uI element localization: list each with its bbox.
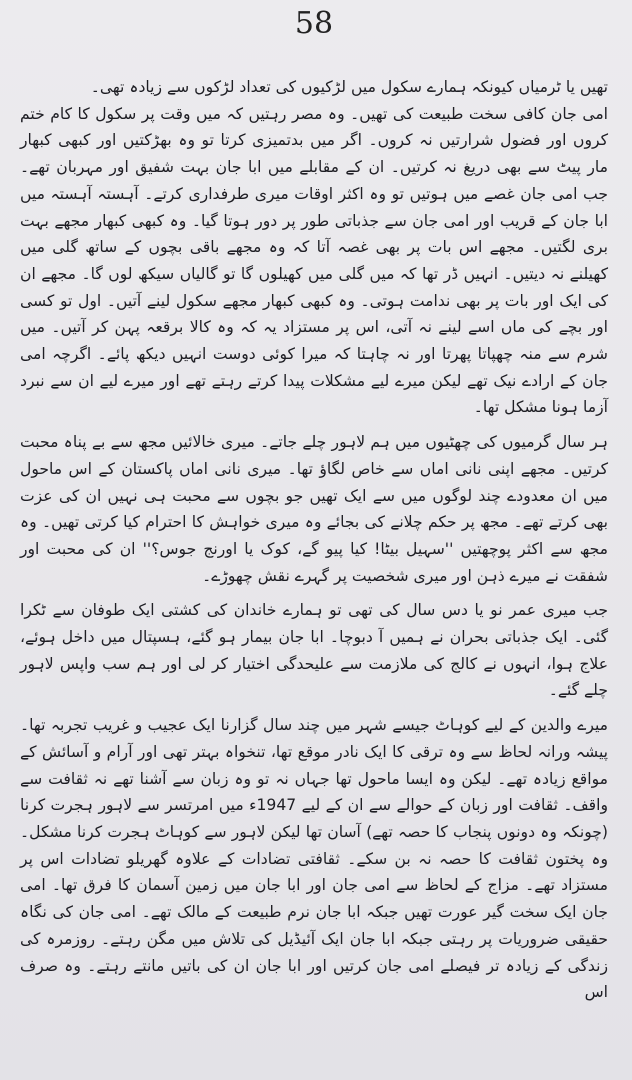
paragraph-3: ہر سال گرمیوں کی چھٹیوں میں ہم لاہور چلے جاتے۔ میری خالائیں مجھ سے بے پناہ محبت کرتیں۔ مجھے اپنی نانی اماں سے خاص لگاؤ تھا۔ میری نانی اماں پاکستان کے اس ماحول میں ان معدودے چند لوگوں میں سے ایک تھیں جو بچوں سے محبت ہی نہیں ان کی عزت بھی کرتے تھے۔ مجھ پر حکم چلانے کی بجائے وہ میری خواہش کا احترام کیا کرتی تھیں۔ وہ مجھ سے اکثر پوچھتیں ''سہیل بیٹا! کیا پیو گے، کوک یا اورنج جوس؟'' ان کی محبت اور شفقت نے میرے ذہن اور میری شخصیت پر گہرے نقش چھوڑے۔ xyxy=(20,433,608,585)
page-body xyxy=(20,74,608,1006)
paragraph-1: تھیں یا ٹرمیاں کیونکہ ہمارے سکول میں لڑکیوں کی تعداد لڑکوں سے زیادہ تھی۔ xyxy=(90,78,608,96)
paragraph-4: جب میری عمر نو یا دس سال کی تھی تو ہمارے خاندان کی کشتی ایک طوفان سے ٹکرا گئی۔ ایک جذباتی بحران نے ہمیں آ دبوچا۔ ابا جان بیمار ہو گئے، ہسپتال میں داخل ہوئے، علاج ہوا، انہوں نے کالج کی ملازمت سے علیحدگی اختیار کر لی اور ہم سب واپس لاہور چلے گئے۔ xyxy=(20,601,608,700)
paragraph-2: امی جان کافی سخت طبیعت کی تھیں۔ وہ مصر رہتیں کہ میں وقت پر سکول کا کام ختم کروں اور فضول شرارتیں نہ کروں۔ اگر میں بدتمیزی کرتا تو وہ بھڑکتیں اور کبھی کبھار مار پیٹ سے بھی دریغ نہ کرتیں۔ ان کے مقابلے میں ابا جان بہت شفیق اور مہربان تھے۔ جب امی جان غصے میں ہوتیں تو وہ اکثر اوقات میری طرفداری کرتے۔ آہستہ آہستہ میں ابا جان کے قریب اور امی جان سے جذباتی طور پر دور ہوتا گیا۔ وہ کبھی کبھار مجھے بہت بری لگتیں۔ مجھے اس بات پر بھی غصہ آتا کہ وہ مجھے باقی بچوں کے ساتھ گلی میں کھیلنے نہ دیتیں۔ انہیں ڈر تھا کہ میں گلی میں کھیلوں گا تو گالیاں سیکھ لوں گا۔ مجھے ان کی ایک اور بات پر بھی ندامت ہوتی۔ وہ کبھی کبھار مجھے سکول لینے آتیں۔ اول تو کسی اور بچے کی ماں اسے لینے نہ آتی، اس پر مستزاد یہ کہ وہ کالا برقعہ پہن کر آتیں۔ میں شرم سے منہ چھپاتا پھرتا اور نہ چاہتا کہ میرا کوئی دوست انہیں دیکھ پائے۔ اگرچہ امی جان کے ارادے نیک تھے لیکن میرے لیے مشکلات پیدا کرتے رہتے تھے اور میرے لیے ان سے نبرد آزما ہونا مشکل تھا۔ xyxy=(20,104,608,417)
paragraph-5: میرے والدین کے لیے کوہاٹ جیسے شہر میں چند سال گزارنا ایک عجیب و غریب تجربہ تھا۔ پیشہ ورانہ لحاظ سے وہ ترقی کا ایک نادر موقع تھا، تنخواہ بہتر تھی اور آرام و آسائش کے مواقع زیادہ تھے۔ لیکن وہ ایسا ماحول تھا جہاں نہ تو وہ زبان سے آشنا تھے نہ ثقافت سے واقف۔ ثقافت اور زبان کے حوالے سے ان کے لیے 1947ء میں امرتسر سے لاہور ہجرت کرنا (چونکہ وہ دونوں پنجاب کا حصہ تھے) آسان تھا لیکن لاہور سے کوہاٹ ہجرت کرنا مشکل۔ وہ پختون ثقافت کا حصہ نہ بن سکے۔ ثقافتی تضادات کے علاوہ گھریلو تضادات اس پر مستزاد تھے۔ مزاج کے لحاظ سے امی جان اور ابا جان میں زمین آسمان کا فرق تھا۔ امی جان ایک سخت گیر عورت تھیں جبکہ ابا جان نرم طبیعت کے مالک تھے۔ امی جان کی نگاہ حقیقی ضروریات پر رہتی جبکہ ابا جان ایک آئیڈیل کی تلاش میں مگن رہتے۔ روزمرہ کی زندگی کے زیادہ تر فیصلے امی جان کرتیں اور ابا جان ان کی باتیں مانتے رہتے۔ وہ صرف اس xyxy=(20,716,609,1002)
page-number: 58 xyxy=(294,6,334,41)
